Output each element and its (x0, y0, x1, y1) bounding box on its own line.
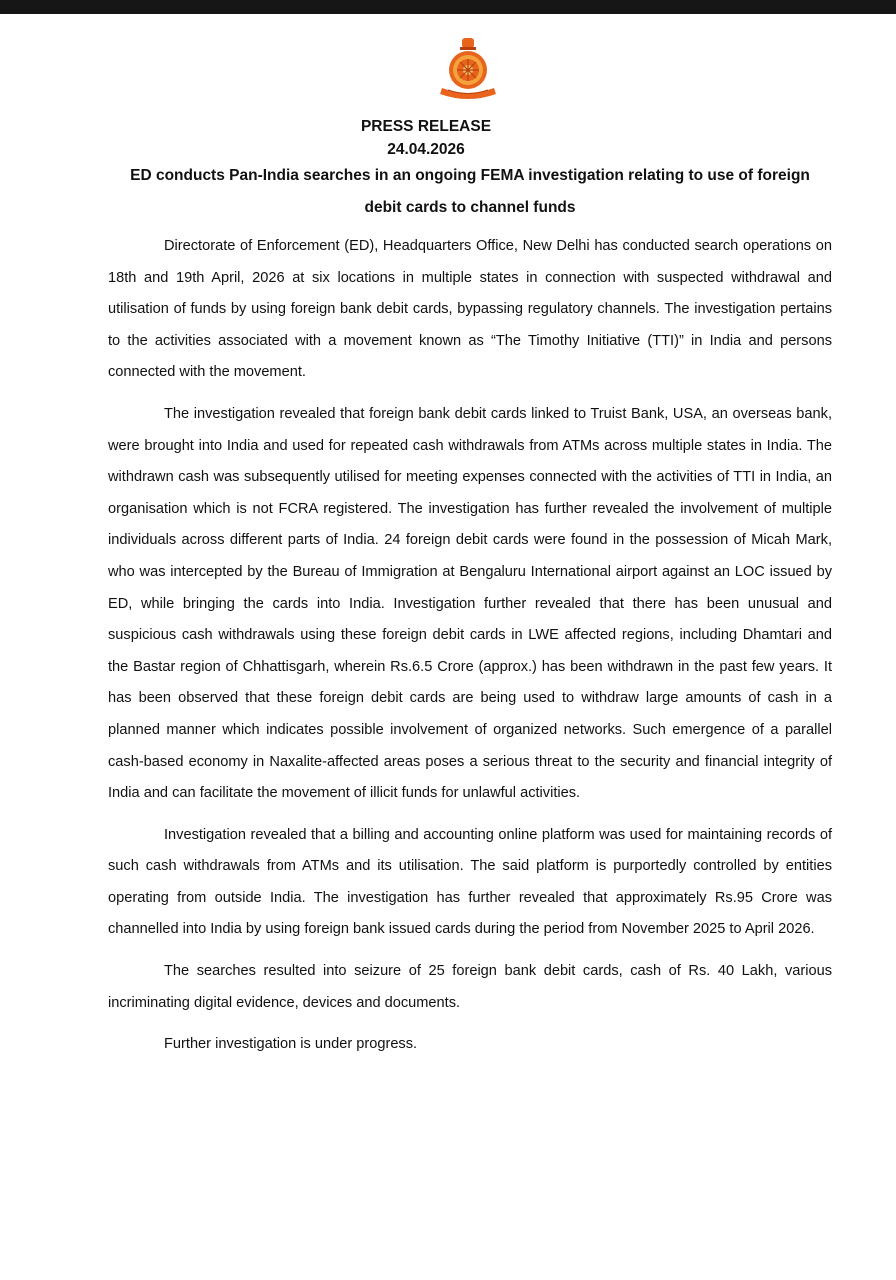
paragraph-further-investigation: Further investigation is under progress. (164, 1036, 418, 1053)
enforcement-directorate-emblem-icon (436, 36, 500, 102)
press-release-body (108, 231, 832, 1071)
paragraph-debit-cards-investigation: The investigation revealed that foreign bank debit cards linked to Truist Bank, USA, an overseas bank, were brought into India and used for repeated cash withdrawals from ATMs across multiple states in India. The withdrawn cash was subsequently utilised for meeting expenses connected with the activities of TTI in India, an organisation which is not FCRA registered. The investigation has further revealed the involvement of multiple individuals across different parts of India. 24 foreign debit cards were found in the possession of Micah Mark, who was intercepted by the Bureau of Immigration at Bengaluru International airport against an LOC issued by ED, while bringing the cards into India. Investigation further revealed that there has been unusual and suspicious cash withdrawals using these foreign debit cards in LWE affected regions, including Dhamtari and the Bastar region of Chhattisgarh, wherein Rs.6.5 Crore (approx.) has been withdrawn in the past few years. It has been observed that these foreign debit cards are being used to withdraw large amounts of cash in a planned manner which indicates possible involvement of organized networks. Such emergence of a parallel cash-based economy in Naxalite-affected areas poses a serious threat to the security and financial integrity of India and can facilitate the movement of illicit funds for unlawful activities. (108, 405, 832, 802)
press-release-date: 24.04.2026 (387, 141, 465, 158)
press-release-title: PRESS RELEASE (360, 118, 492, 135)
press-release-headline: ED conducts Pan-India searches in an ongoing FEMA investigation relating to use of foreign debit cards to channel funds (130, 167, 810, 216)
paragraph-seizure: The searches resulted into seizure of 25 foreign bank debit cards, cash of Rs. 40 Lakh, various incriminating digital evidence, devices and documents. (108, 963, 832, 1011)
paragraph-search-operations: Directorate of Enforcement (ED), Headquarters Office, New Delhi has conducted search operations on 18th and 19th April, 2026 at six locations in multiple states in connection with suspected withdrawal and utilisation of funds by using foreign bank debit cards, bypassing regulatory channels. The investigation pertains to the activities associated with a movement known as “The Timothy Initiative (TTI)” in India and persons connected with the movement. (108, 238, 832, 381)
paragraph-online-platform: Investigation revealed that a billing and accounting online platform was used for maintaining records of such cash withdrawals from ATMs and its utilisation. The said platform is purportedly controlled by entities operating from outside India. The investigation has further revealed that approximately Rs.95 Crore was channelled into India by using foreign bank issued cards during the period from November 2025 to April 2026. (108, 826, 832, 938)
top-bar (0, 0, 896, 14)
